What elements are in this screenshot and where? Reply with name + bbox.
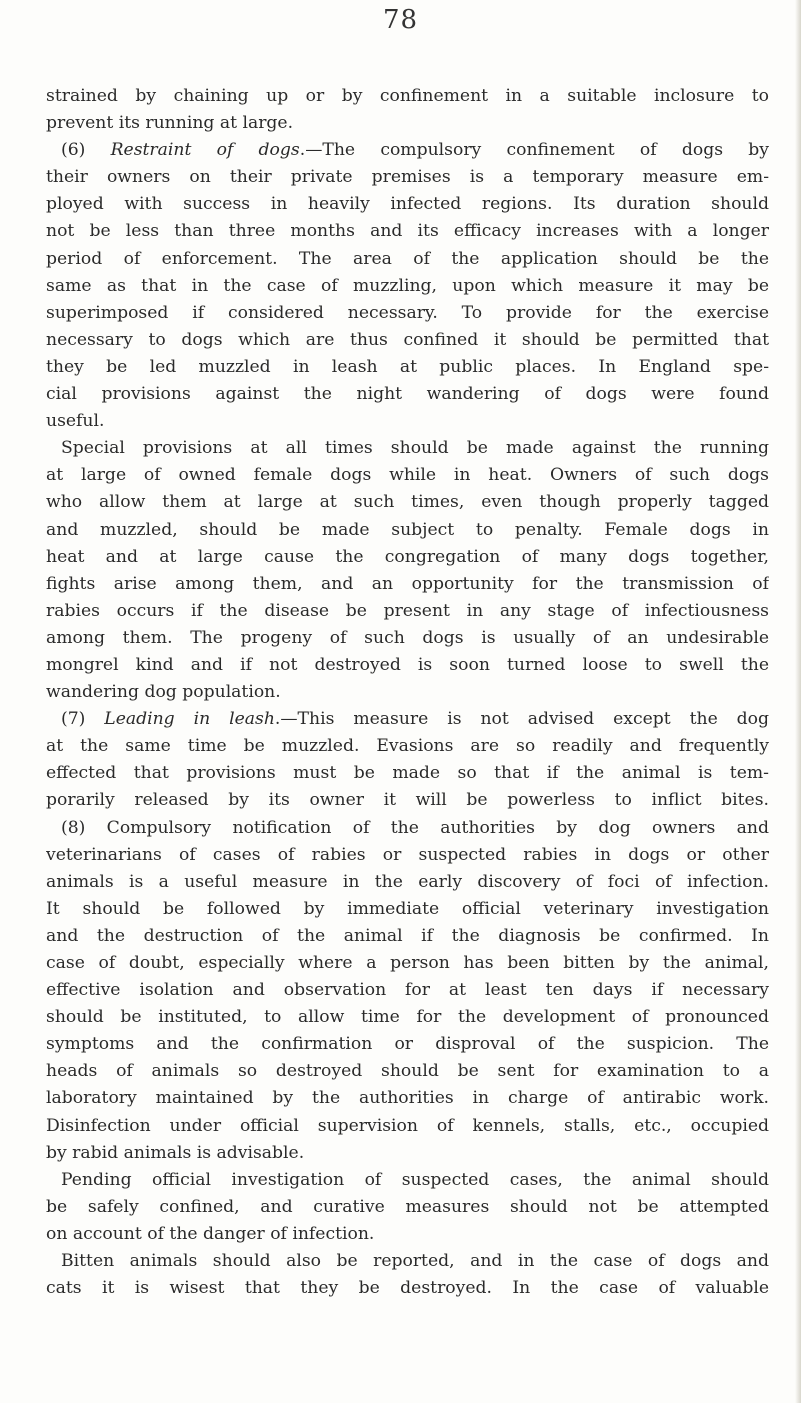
text-line: [46, 706, 769, 733]
text-line: [46, 896, 769, 923]
text-line: [46, 815, 769, 842]
body-text: [46, 83, 769, 1302]
text-line: [46, 1113, 769, 1140]
text-line: [46, 1004, 769, 1031]
text-segment: It should be followed by immediate official veterinary investigation: [46, 898, 769, 919]
text-line: [46, 1221, 769, 1248]
text-segment: (8) Compulsory notification of the authorities by dog owners and: [61, 817, 769, 838]
text-line: [46, 354, 769, 381]
text-segment: at the same time be muzzled. Evasions are so readily and frequently: [46, 736, 769, 757]
text-segment: and the destruction of the animal if the diagnosis be confirmed. In: [46, 925, 769, 946]
text-segment: cats it is wisest that they be destroyed. In the case of valuable: [46, 1278, 769, 1299]
text-segment: mongrel kind and if not destroyed is soon turned loose to swell the: [46, 654, 769, 675]
text-line: [46, 1031, 769, 1058]
text-line: [46, 435, 769, 462]
text-segment: should be instituted, to allow time for the development of pronounced: [46, 1007, 769, 1028]
text-segment: necessary to dogs which are thus confined it should be permitted that: [46, 329, 769, 350]
text-line: [46, 408, 769, 435]
text-segment: who allow them at large at such times, even though properly tagged: [46, 492, 769, 513]
text-segment: on account of the danger of infection.: [46, 1223, 375, 1244]
text-segment: .—This measure is not advised except the dog: [274, 709, 769, 730]
page-number: 78: [382, 5, 419, 35]
text-line: [46, 517, 769, 544]
text-segment: and muzzled, should be made subject to penalty. Female dogs in: [46, 519, 769, 540]
text-line: [46, 246, 769, 273]
text-segment: rabies occurs if the disease be present in any stage of infectiousness: [46, 600, 769, 621]
text-line: [46, 489, 769, 516]
italic-heading: Leading in leash: [104, 709, 275, 730]
text-line: [46, 1140, 769, 1167]
text-line: [46, 1275, 769, 1302]
text-segment: porarily released by its owner it will be powerless to inflict bites.: [46, 790, 769, 811]
text-line: [46, 842, 769, 869]
text-segment: same as that in the case of muzzling, upon which measure it may be: [46, 275, 769, 296]
text-line: [46, 923, 769, 950]
text-line: [46, 327, 769, 354]
text-line: [46, 1058, 769, 1085]
text-segment: cial provisions against the night wandering of dogs were found: [46, 384, 769, 405]
text-segment: (7): [61, 709, 105, 730]
text-line: [46, 544, 769, 571]
text-segment: veterinarians of cases of rabies or suspected rabies in dogs or other: [46, 844, 769, 865]
text-segment: Special provisions at all times should be made against the running: [61, 438, 769, 459]
text-line: [46, 571, 769, 598]
text-line: [46, 950, 769, 977]
text-segment: Disinfection under official supervision of kennels, stalls, etc., occupied: [46, 1115, 769, 1136]
text-segment: prevent its running at large.: [46, 113, 294, 134]
text-segment: heat and at large cause the congregation of many dogs together,: [46, 546, 769, 567]
text-segment: case of doubt, especially where a person has been bitten by the animal,: [46, 953, 769, 973]
text-line: [46, 733, 769, 760]
text-segment: animals is a useful measure in the early discovery of foci of infection.: [46, 871, 769, 892]
text-line: [46, 625, 769, 652]
text-segment: they be led muzzled in leash at public places. In England spe-: [46, 356, 769, 377]
text-line: [46, 273, 769, 300]
text-line: [46, 679, 769, 706]
text-line: [46, 164, 769, 191]
text-line: [46, 1248, 769, 1275]
text-line: [46, 137, 769, 164]
text-line: [46, 300, 769, 327]
text-line: [46, 381, 769, 408]
text-line: [46, 869, 769, 896]
text-line: [46, 652, 769, 679]
text-segment: period of enforcement. The area of the application should be the: [46, 248, 769, 269]
text-segment: ployed with success in heavily infected regions. Its duration should: [46, 194, 769, 215]
text-segment: laboratory maintained by the authorities in charge of antirabic work.: [46, 1088, 769, 1109]
text-segment: be safely confined, and curative measures should not be attempted: [46, 1196, 769, 1217]
text-line: [46, 1167, 769, 1194]
text-line: [46, 598, 769, 625]
text-segment: Bitten animals should also be reported, and in the case of dogs and: [61, 1251, 769, 1272]
text-segment: among them. The progeny of such dogs is usually of an undesirable: [46, 627, 769, 648]
text-line: [46, 191, 769, 218]
text-line: [46, 1085, 769, 1112]
text-line: [46, 110, 769, 137]
text-segment: fights arise among them, and an opportunity for the transmission of: [46, 573, 769, 594]
italic-heading: Restraint of dogs: [110, 140, 300, 161]
text-segment: superimposed if considered necessary. To provide for the exercise: [46, 302, 769, 323]
text-line: [46, 1194, 769, 1221]
text-line: [46, 462, 769, 489]
text-line: [46, 787, 769, 814]
text-segment: Pending official investigation of suspected cases, the animal should: [61, 1169, 769, 1190]
text-line: [46, 218, 769, 245]
text-segment: wandering dog population.: [46, 682, 281, 703]
text-segment: effective isolation and observation for at least ten days if necessary: [46, 980, 769, 1001]
text-segment: not be less than three months and its efficacy increases with a longer: [46, 221, 769, 242]
text-line: [46, 83, 769, 110]
page-edge-shadow: [795, 0, 801, 1403]
text-segment: useful.: [46, 411, 105, 432]
text-segment: symptoms and the confirmation or disproval of the suspicion. The: [46, 1034, 769, 1055]
text-segment: (6): [61, 140, 111, 161]
text-segment: at large of owned female dogs while in heat. Owners of such dogs: [46, 465, 769, 486]
text-segment: effected that provisions must be made so that if the animal is tem-: [46, 763, 769, 784]
text-segment: by rabid animals is advisable.: [46, 1142, 305, 1163]
text-line: [46, 977, 769, 1004]
text-segment: .—The compulsory confinement of dogs by: [299, 140, 769, 161]
text-segment: heads of animals so destroyed should be sent for examination to a: [46, 1061, 769, 1082]
text-line: [46, 760, 769, 787]
text-segment: strained by chaining up or by confinement in a suitable inclosure to: [46, 86, 769, 106]
text-segment: their owners on their private premises is a temporary measure em-: [46, 167, 769, 188]
